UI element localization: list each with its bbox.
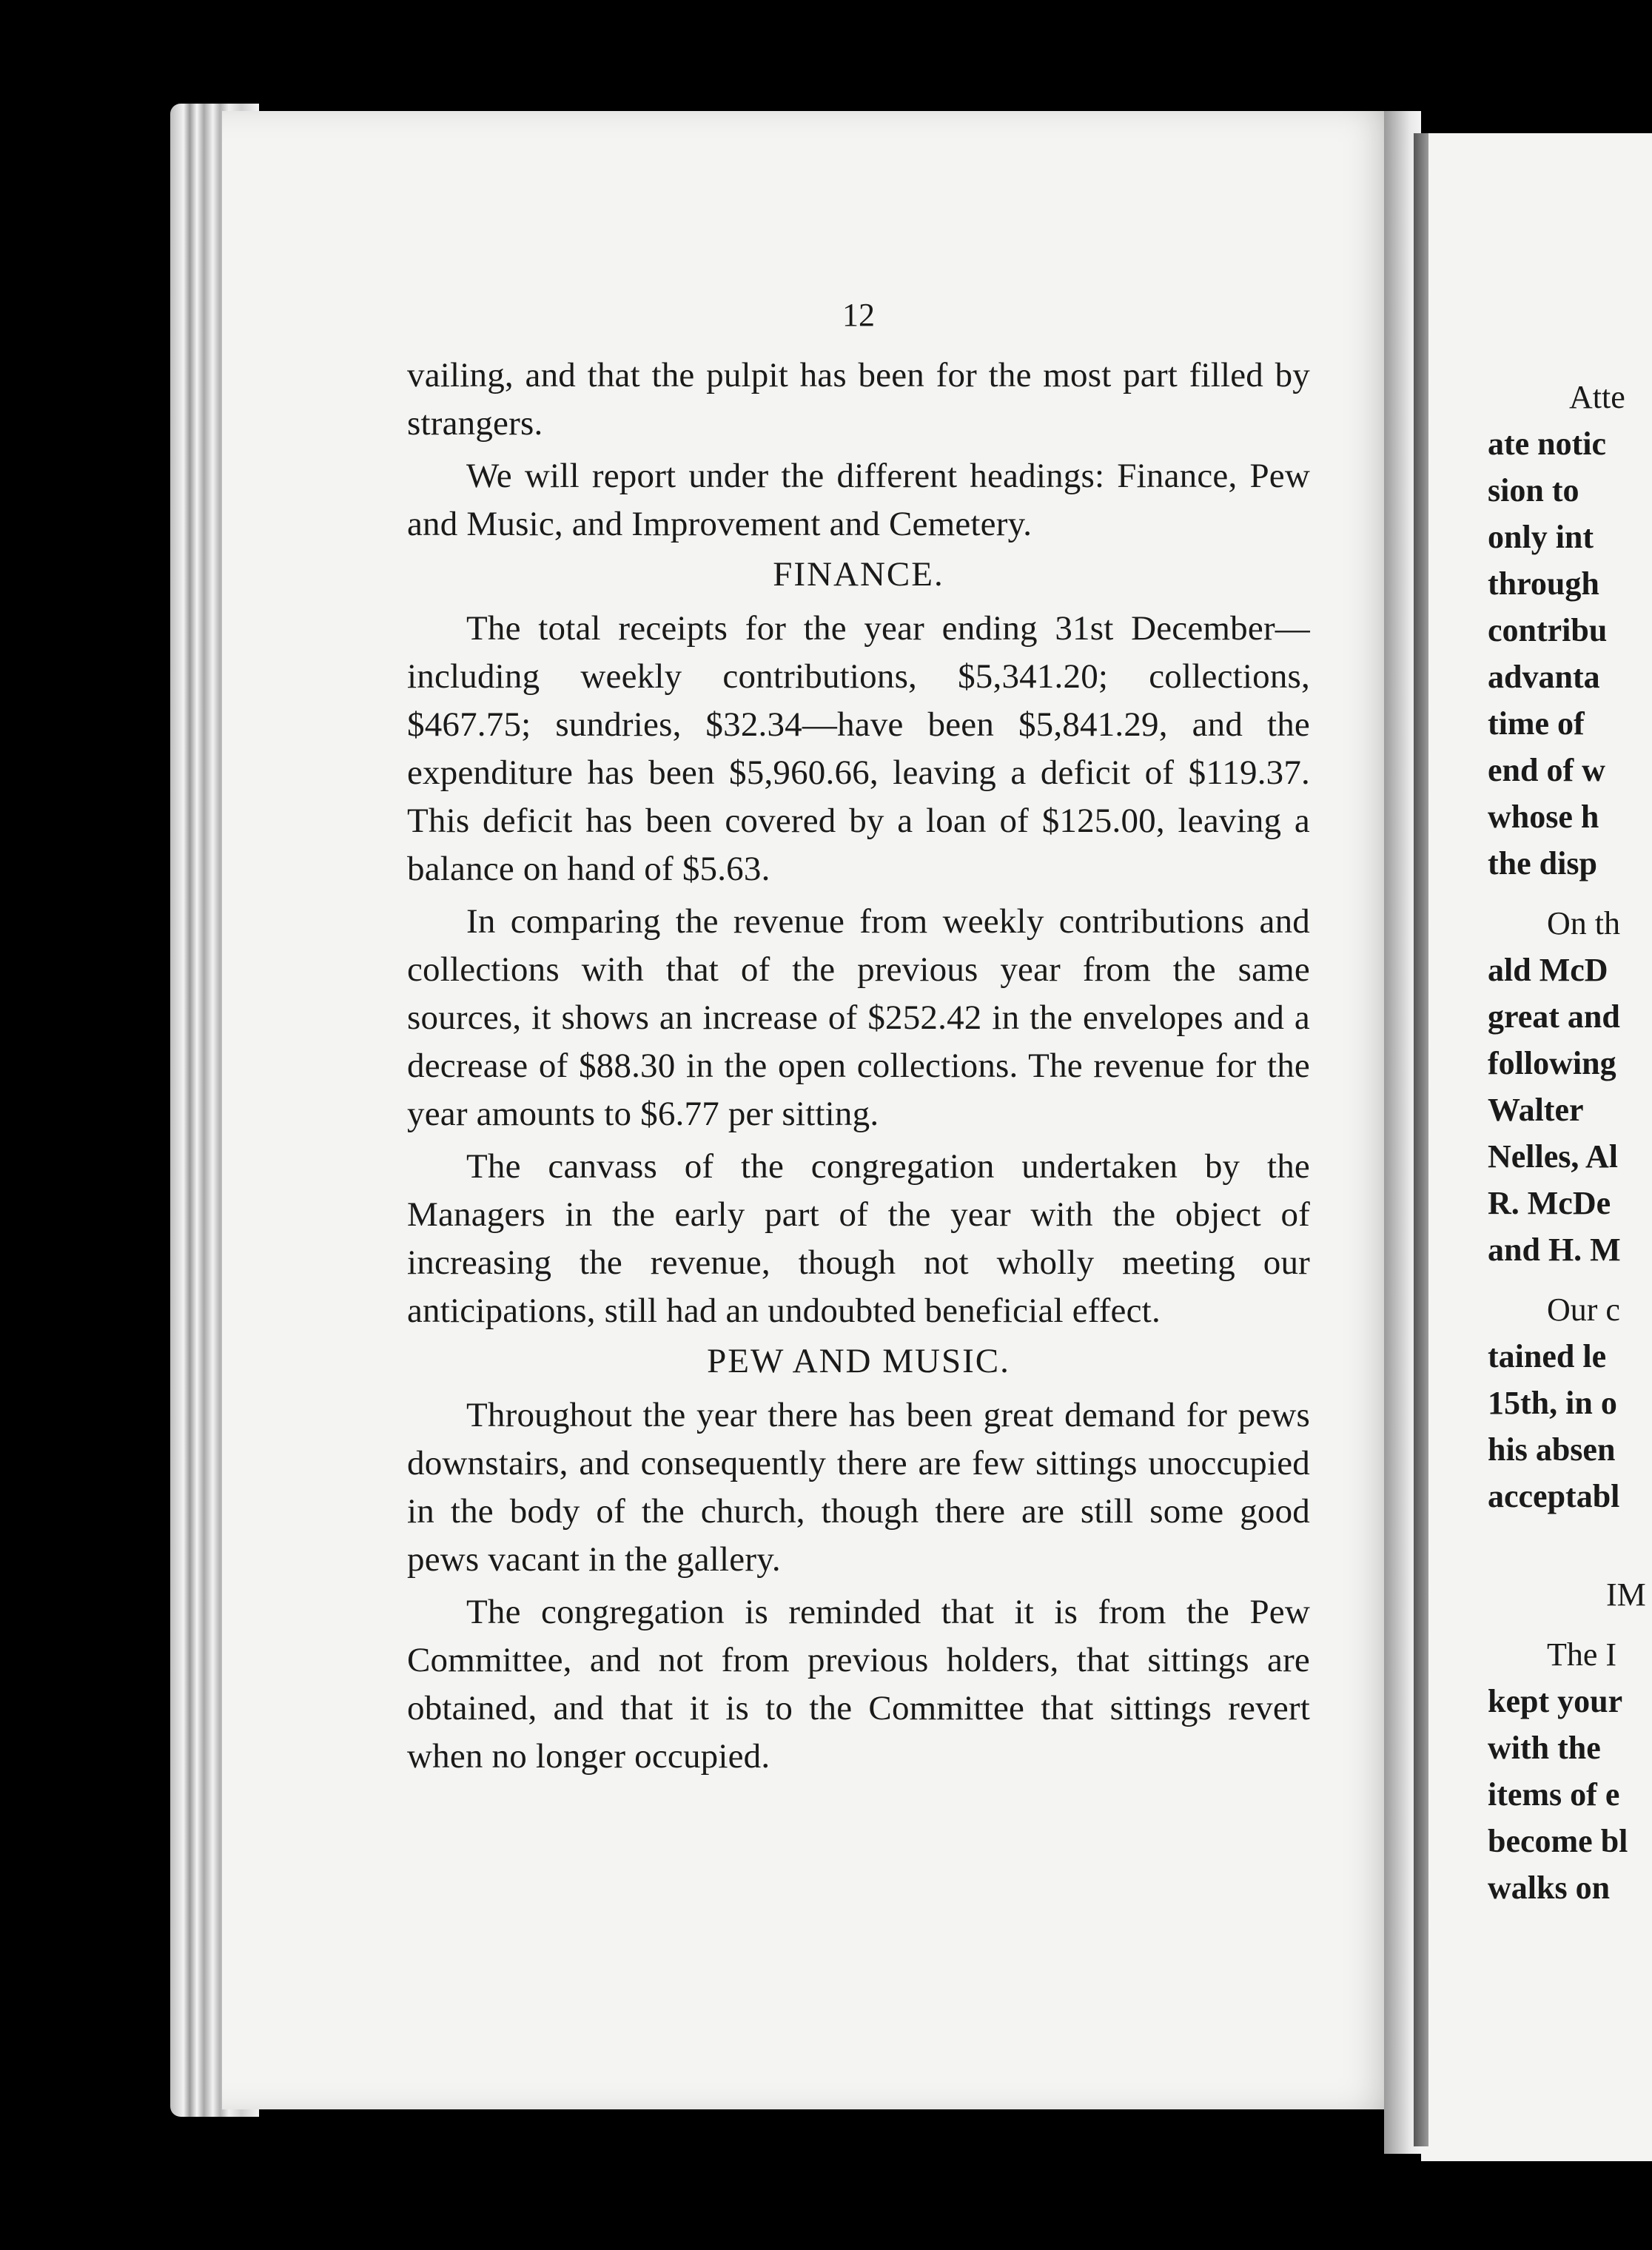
right-line: the disp [1488, 845, 1597, 881]
right-line: advanta [1488, 659, 1600, 695]
right-line: Walter [1488, 1092, 1584, 1128]
right-line: ate notic [1488, 426, 1607, 462]
right-line: R. McDe [1488, 1185, 1611, 1221]
right-line: Nelles, Al [1488, 1138, 1618, 1175]
right-line: time of [1488, 705, 1585, 742]
right-line: contribu [1488, 612, 1608, 648]
right-line: 15th, in o [1488, 1385, 1617, 1421]
right-line: Our c [1547, 1292, 1620, 1328]
paragraph-pew-demand: Throughout the year there has been great demand for pews downstairs, and consequently there are few sittings unoccupied in the body of the church, though there are still some good pews vacant in the gallery. [407, 1396, 1310, 1579]
right-line: ald McD [1488, 952, 1608, 988]
paragraph-continuation: vailing, and that the pulpit has been for the most part filled by strangers. [407, 356, 1310, 443]
right-line: end of w [1488, 752, 1605, 788]
right-line: On th [1547, 905, 1620, 941]
right-line: following [1488, 1045, 1616, 1081]
left-page-text [407, 352, 1310, 1781]
right-line: items of e [1488, 1776, 1620, 1813]
right-line: and H. M [1488, 1232, 1621, 1268]
paragraph-finance-receipts: The total receipts for the year ending 31st December—including weekly contributions, $5,341.20; collections, $467.75; sundries, $32.34—have been $5,841.29, and the expenditure has been $5,960.66, leaving a deficit of $119.37. This deficit has been covered by a loan of $125.00, leaving a balance on hand of $5.63. [407, 609, 1310, 888]
right-heading-fragment: IM [1606, 1576, 1646, 1613]
right-line: kept your [1488, 1683, 1623, 1719]
heading-finance: FINANCE. [773, 555, 944, 594]
right-line: Atte [1569, 379, 1625, 415]
right-page-shadow [1414, 133, 1428, 2146]
right-line: The I [1547, 1636, 1617, 1673]
paragraph-pew-committee: The congregation is reminded that it is from the Pew Committee, and not from previous holders, that sittings are obtained, and that it is to the Committee that sittings revert when no longer occupied. [407, 1593, 1310, 1776]
right-line: with the [1488, 1730, 1601, 1766]
right-line: his absen [1488, 1431, 1616, 1468]
right-line: great and [1488, 998, 1620, 1035]
right-line: tained le [1488, 1338, 1607, 1374]
right-line: become bl [1488, 1823, 1628, 1859]
right-line: walks on [1488, 1870, 1611, 1906]
paragraph-report-headings: We will report under the different headings: Finance, Pew and Music, and Improvement and Cemetery. [407, 457, 1310, 543]
right-line: acceptabl [1488, 1478, 1620, 1514]
paragraph-finance-canvass: The canvass of the congregation undertaken by the Managers in the early part of the year with the object of increasing the revenue, though not wholly meeting our anticipations, still had an undoubted beneficial effect. [407, 1147, 1310, 1330]
heading-pew-and-music: PEW AND MUSIC. [707, 1342, 1010, 1380]
page-number: 12 [842, 297, 875, 333]
right-line: only int [1488, 519, 1594, 555]
paragraph-finance-revenue: In comparing the revenue from weekly contributions and collections with that of the previous year from the same sources, it shows an increase of $252.42 in the envelopes and a decrease of $88.30 in the open collections. The revenue for the year amounts to $6.77 per sitting. [407, 902, 1310, 1133]
right-line: whose h [1488, 799, 1599, 835]
right-line: through [1488, 565, 1599, 602]
right-page-text-fragments [1488, 374, 1652, 1911]
right-line: sion to [1488, 472, 1579, 508]
